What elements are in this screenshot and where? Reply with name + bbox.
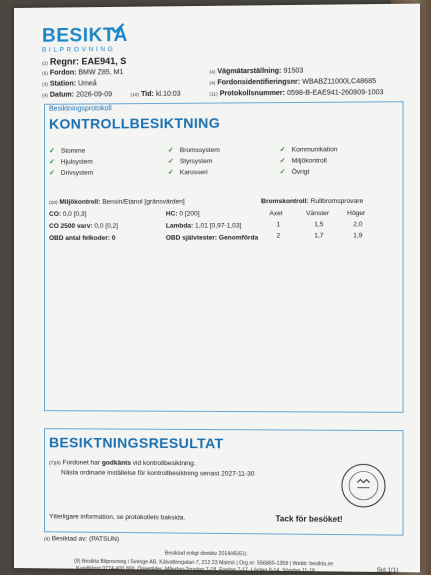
tid-label: Tid: (141, 90, 154, 99)
page-number: Sid.1(1) (376, 567, 399, 575)
check-item (168, 157, 213, 165)
check-item (168, 146, 220, 154)
result-line1-post: vid kontrollbesiktning. (130, 459, 196, 468)
vin-num: (4) (209, 81, 216, 87)
brake-cell: 2 (276, 232, 281, 240)
check-item (168, 168, 208, 176)
check-item (280, 156, 327, 164)
check-item-label: Miljökontroll (291, 157, 327, 165)
hc-label: HC: (165, 210, 178, 218)
protokoll-num: (11) (209, 92, 218, 98)
check-item-label: Drivsystem (60, 169, 94, 177)
hc-field (166, 210, 200, 217)
checklist (47, 141, 403, 177)
tid-field (130, 91, 180, 98)
emission-num: (10) (49, 200, 58, 206)
station-value: Umeå (78, 80, 97, 88)
obd-test-label: OBD självtester: (165, 234, 218, 242)
brake-col-hoger: Höger (347, 209, 366, 218)
protokoll-value: 0598-B-EAE941-260909-1003 (287, 89, 384, 97)
footer-company: (9) Besikta Bilprovning i Sverige AB, Kälvattengatan 7, 212 23 Malmö | Org.nr: 556865-1359 | Webb: besikta.se (74, 558, 334, 568)
inspected-label: Besiktad av: (51, 535, 88, 543)
footer-service: Kundtjänst 0774-400 800, Öppettider: Måndag-Torsdag 7-18, Fredag 7-17, Lördag 8-14, Söndag 11-16 (76, 565, 316, 575)
matar-field (209, 68, 303, 76)
fordon-field (42, 69, 123, 77)
datum-label: Datum: (49, 91, 75, 99)
check-item (280, 168, 310, 176)
check-item-label: Hjulsystem (60, 158, 93, 166)
obd-test-field (166, 234, 258, 241)
regnr-label: Regnr: (49, 56, 79, 67)
inspected-num: (9) (44, 537, 50, 543)
obd-test-value: Genomförda (218, 234, 259, 242)
station-field (42, 80, 97, 87)
brake-cell: 2,0 (353, 221, 363, 229)
vin-field (209, 78, 376, 86)
emission-label: Miljökontroll: (59, 198, 101, 206)
protokoll-label: Protokollsnummer: (219, 89, 286, 98)
result-line2: Nästa ordinarie inställelse för kontrollbesiktning senast 2027-11-30 (61, 469, 255, 478)
fordon-value: BMW Z85, M1 (78, 69, 124, 77)
inspected-by (44, 535, 119, 543)
thanks-text: Tack för besöket! (275, 514, 343, 524)
check-item (49, 147, 85, 155)
result-approved: godkänts (101, 459, 131, 467)
vin-label: Fordonsidentifieringsnr: (217, 78, 301, 87)
checkmark-icon: ✓ (167, 147, 174, 155)
check-item-label: Karosseri (179, 169, 208, 177)
checkmark-icon: ✓ (49, 158, 55, 166)
regnr-value: EAE941, S (81, 55, 127, 67)
swedac-seal-icon (340, 462, 387, 509)
datum-num: (4) (42, 93, 48, 99)
protocol-title: KONTROLLBESIKTNING (49, 114, 221, 132)
matar-value: 91503 (283, 67, 304, 75)
result-line1 (49, 459, 196, 467)
brake-col-vanster: Vänster (306, 210, 330, 218)
co2500-value: 0,0 [0,2] (94, 222, 119, 230)
lambda-label: Lambda: (165, 222, 194, 230)
brake-cell: 1,5 (314, 221, 324, 229)
co-field (49, 211, 86, 218)
logo-check-icon (110, 23, 124, 33)
protokoll-field (209, 89, 383, 97)
besikta-logo (42, 25, 128, 54)
brake-cell: 1,7 (314, 232, 324, 240)
checkmark-icon: ✓ (167, 169, 174, 177)
brake-cell: 1,9 (353, 232, 363, 240)
vin-value: WBABZ11000LC48685 (302, 78, 377, 86)
emission-value: Bensin/Etanol [gränsvärden] (102, 198, 185, 206)
obd-fel-label: OBD antal felkoder: (49, 234, 110, 242)
fordon-label: Fordon: (49, 69, 77, 77)
checkmark-icon: ✓ (49, 169, 55, 177)
brake-header (261, 198, 363, 205)
result-title: BESIKTNINGSRESULTAT (49, 434, 224, 452)
lambda-field (166, 222, 242, 229)
more-info-text: Ytterligare information, se protokollets baksida. (49, 513, 186, 522)
check-item-label: Övrigt (291, 168, 310, 176)
checkmark-icon: ✓ (167, 158, 174, 166)
co2500-field (49, 223, 118, 230)
datum-value: 2026-09-09 (76, 91, 113, 99)
co-value: 0,0 [0,3] (62, 210, 87, 218)
checkmark-icon: ✓ (49, 147, 55, 155)
checkmark-icon: ✓ (279, 146, 286, 154)
brake-col-axel: Axel (269, 210, 283, 218)
co-label: CO: (49, 210, 61, 218)
checkmark-icon: ✓ (279, 168, 286, 176)
co2500-label: CO 2500 varv: (49, 222, 93, 230)
logo-main-text: BESIKTA (42, 24, 128, 47)
result-line1-pre: Fordonet har (62, 459, 102, 467)
protocol-frame (44, 101, 404, 413)
matar-label: Vägmätarställning: (217, 67, 282, 76)
tid-value: kl.10:03 (155, 90, 181, 98)
brake-label: Bromskontroll: (261, 197, 309, 206)
check-item (49, 158, 93, 166)
check-item-label: Stomme (60, 147, 86, 155)
protocol-label: Besiktningsprotokoll (49, 105, 112, 113)
logo-sub-text: BILPROVNING (42, 46, 116, 54)
check-item (49, 169, 93, 177)
check-item-label: Bromssystem (179, 146, 220, 155)
obd-fel-field (49, 235, 115, 242)
check-item-label: Kommunikation (291, 146, 338, 154)
brake-cell: 1 (276, 221, 281, 229)
check-item (280, 145, 338, 153)
inspection-document (14, 4, 420, 573)
checkmark-icon: ✓ (279, 157, 286, 165)
emission-header (49, 198, 185, 205)
result-num: (7)(8) (49, 461, 61, 467)
matar-num: (4) (209, 70, 216, 76)
tid-num: (10) (130, 93, 140, 99)
brake-value: Rullbromsprovare (310, 197, 364, 206)
regnr-num: (2) (42, 61, 48, 67)
inspector-name: (PATSUN) (89, 535, 120, 544)
lambda-value: 1,01 [0,97-1,03] (195, 222, 242, 230)
regnr-field (42, 56, 126, 67)
hc-value: 0 [200] (179, 210, 200, 218)
station-label: Station: (49, 80, 77, 88)
check-item-label: Styrsystem (179, 158, 213, 166)
datum-field (42, 91, 112, 99)
fordon-num: (5) (42, 71, 48, 77)
footer-directive: Besiktad enligt direktiv 2014/45/EU. (164, 550, 248, 558)
obd-fel-value: 0 (111, 234, 116, 242)
station-num: (3) (42, 82, 48, 88)
